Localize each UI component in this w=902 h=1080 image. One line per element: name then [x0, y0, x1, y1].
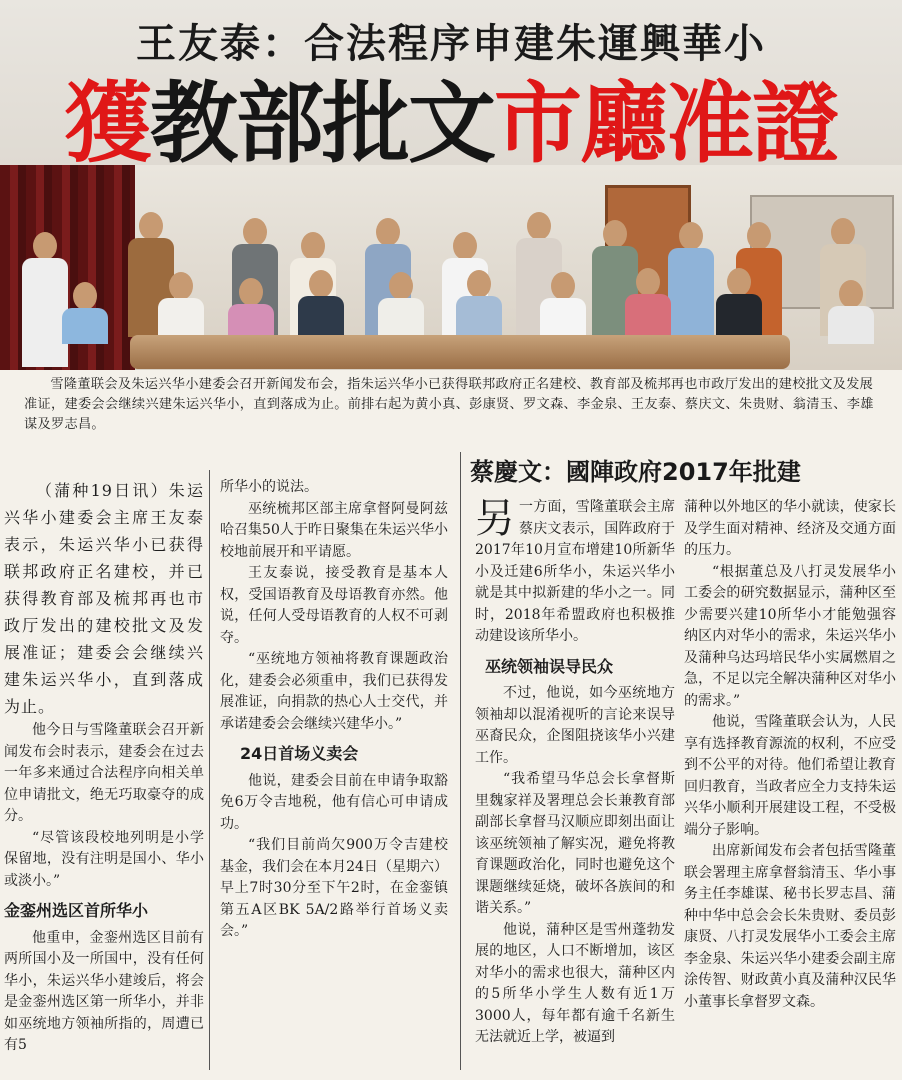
- person: [540, 272, 586, 344]
- paragraph: 他说，雪隆董联会认为，人民享有选择教育源流的权利，不应受到不公平的对待。他们希望让教育回归教育，当政者应全力支持朱运兴华小顺利开展建设工程，不受极端分子影响。: [684, 714, 896, 838]
- kicker-headline: 王友泰：合法程序申建朱運興華小: [136, 21, 766, 67]
- header-photo: [0, 0, 902, 370]
- subheading: 巫统领袖误导民众: [485, 656, 614, 676]
- article-column-4: [684, 497, 896, 1013]
- paragraph: 出席新闻发布会者包括雪隆董联会署理主席拿督翁清玉、华小事务主任李雄谋、秘书长罗志昌、蒲种中华中总会会长朱贵财、委员彭康贤、八打灵发展华小工委会主席李金泉、朱运兴华小建委会副主席涂传智、财政黄小真及蒲种汉民华小董事长拿督罗文森。: [684, 843, 896, 1010]
- headline-red-1: 獲: [63, 72, 150, 175]
- paragraph-text: 一方面，雪隆董联会主席蔡庆文表示，国阵政府于2017年10月宣布增建10所新华小及迁建6所华小，朱运兴华小就是其中拟新建的华小之一。同时，2018年希盟政府也积极推动建设该所华小。: [475, 499, 675, 644]
- article-column-1: [0, 477, 204, 1057]
- article-column-2: [220, 477, 448, 943]
- paragraph: 王友泰说，接受教育是基本人权，受国语教育及母语教育亦然。他说，任何人受母语教育的人权不可剥夺。: [220, 565, 448, 646]
- side-story-headline: 蔡慶文：國陣政府2017年批建: [470, 458, 801, 486]
- article-column-3: [475, 497, 675, 1049]
- person: [298, 270, 344, 344]
- person: [625, 268, 671, 344]
- paragraph: 他重申，金銮州选区目前有两所国小及一所国中，没有任何华小，朱运兴华小建竣后，将会是金銮州选区第一所华小，并非如巫统地方领袖所指的，周遭已有5: [4, 929, 204, 1053]
- paragraph: 他说，蒲种区是雪州蓬勃发展的地区，人口不断增加，该区对华小的需求也很大，蒲种区内的5所华小学生人数有近1万3000人，每年都有逾千名新生无法就近上学，被逼到: [475, 921, 675, 1045]
- photo-caption: 雪隆董联会及朱运兴华小建委会召开新闻发布会，指朱运兴华小已获得联邦政府正名建校、教育部及梳邦再也市政厅发出的建校批文及发展准证，建委会会继续兴建朱运兴华小，直到落成为止。前排右起为黄小真、彭康贤、罗文森、李金泉、王友泰、蔡庆文、朱贵财、翁清玉、李雄谋及罗志昌。: [24, 377, 874, 432]
- paragraph: “巫统地方领袖将教育课题政治化，建委会必须重申，我们已获得发展准证，向捐款的热心人士交代，并承诺建委会会继续兴建华小。”: [220, 651, 448, 732]
- column-rule: [209, 470, 210, 1070]
- lead-paragraph: （蒲种19日讯）朱运兴华小建委会主席王友泰表示，朱运兴华小已获得联邦政府正名建校，并已获得教育部及梳邦再也市政厅发出的建校批文及发展准证；建委会会继续兴建朱运兴华小，直到落成为止。: [4, 481, 204, 716]
- headline-black: 教部批文: [149, 72, 494, 175]
- person: [158, 272, 204, 344]
- subheading: 24日首场义卖会: [240, 744, 359, 763]
- person: [828, 280, 874, 344]
- paragraph: “根据董总及八打灵发展华小工委会的研究数据显示，蒲种区至少需要兴建10所华小才能勉强容纳区内对华小的需求，朱运兴华小及蒲种乌达玛培民华小实属燃眉之急，不足以完全解决蒲种区对华小的需求。”: [684, 563, 896, 709]
- paragraph: 巫统梳邦区部主席拿督阿曼阿兹哈召集50人于昨日聚集在朱运兴华小校地前展开和平请愿。: [220, 500, 448, 560]
- column-rule: [460, 452, 461, 1070]
- paragraph: “我们目前尚欠900万令吉建校基金，我们会在本月24日（星期六）早上7时30分至下午2时，在金銮镇第五A区BK 5A/2路举行首场义卖会。”: [220, 837, 448, 939]
- paragraph: 他说，建委会目前在申请争取豁免6万令吉地税，他有信心可申请成功。: [220, 772, 448, 832]
- paragraph: 不过，他说，如今巫统地方领袖却以混淆视听的言论来误导巫裔民众，企图阻挠该华小兴建工作。: [475, 685, 675, 766]
- paragraph: 他今日与雪隆董联会召开新闻发布会时表示，建委会在过去一年多来通过合法程序向相关单位申请批文，绝无巧取豪夺的成分。: [4, 722, 204, 824]
- paragraph: 蒲种以外地区的华小就读，使家长及学生面对精神、经济及交通方面的压力。: [684, 499, 896, 558]
- person: [378, 272, 424, 344]
- paragraph: “我希望马华总会长拿督斯里魏家祥及署理总会长兼教育部副部长拿督马汉顺应即刻出面让该巫统领袖了解实况，避免将教育课题政治化，同时也避免这个课题继续延烧，破坏各族间的和谐关系。”: [475, 771, 675, 916]
- subheading: 金銮州选区首所华小: [4, 901, 149, 920]
- person: [62, 282, 108, 344]
- headline-red-2: 市廳准證: [494, 72, 839, 175]
- person: [716, 268, 762, 344]
- drop-cap: 另: [475, 496, 515, 542]
- person: [456, 270, 502, 344]
- conference-table: [130, 335, 790, 369]
- paragraph: 所华小的说法。: [220, 479, 318, 495]
- person: [668, 222, 714, 336]
- main-headline: [0, 74, 902, 174]
- paragraph: “尽管该段校地列明是小学保留地，没有注明是国小、华小或淡小。”: [4, 829, 204, 889]
- paragraph: [475, 497, 675, 648]
